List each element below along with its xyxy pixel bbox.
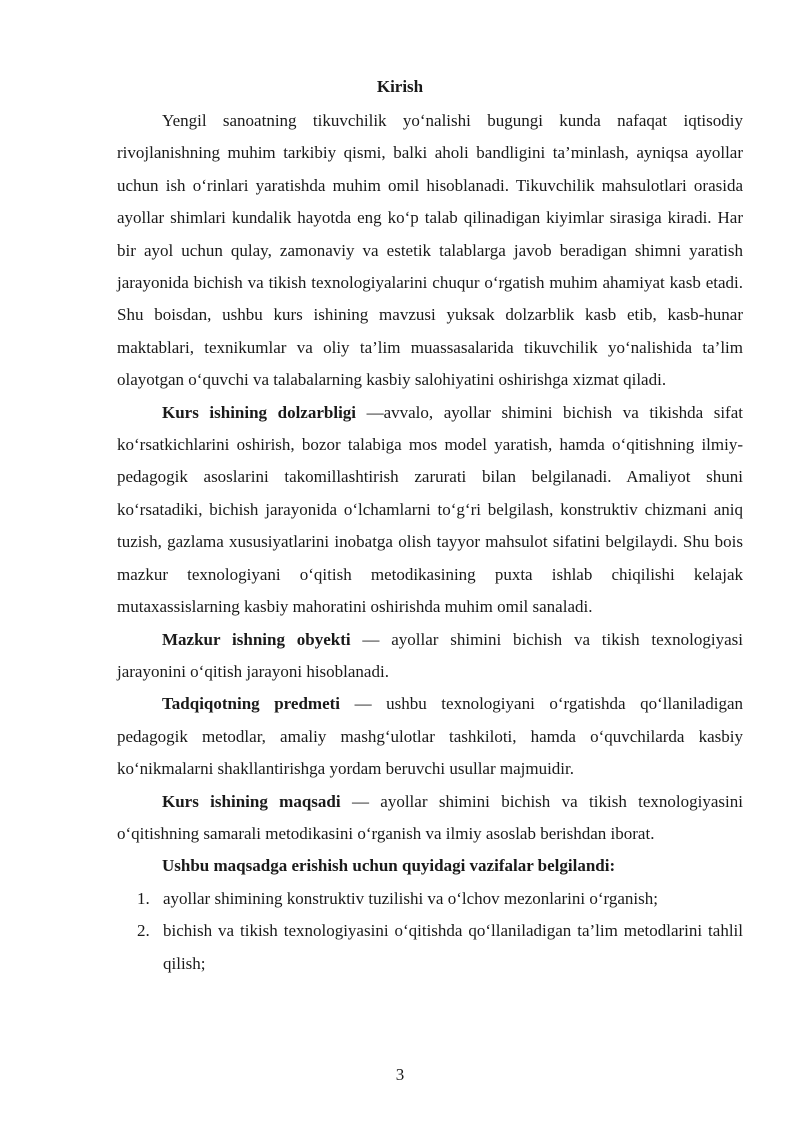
subject-paragraph — [117, 688, 743, 785]
relevance-text: —avvalo, ayollar shimini bichish va tikishda sifat ko‘rsatkichlarini oshirish, bozor talabiga mos model yaratish, hamda o‘qitishning ilmiy-pedagogik asoslarini takomillashtirish zarurati bilan belgilanadi. Amaliyot shuni ko‘rsatadiki, bichish jarayonida o‘lchamlarni to‘g‘ri belgilash, konstruktiv chizmani aniq tuzish, gazlama xususiyatlarini inobatga olish tayyor mahsulot sifatini belgilaydi. Shu bois mazkur texnologiyani o‘qitish metodikasining puxta ishlab chiqilishi kelajak mutaxassislarning kasbiy mahoratini oshirishda muhim omil sanaladi. — [117, 402, 743, 617]
list-item — [117, 883, 743, 915]
list-item-text: ayollar shimining konstruktiv tuzilishi va o‘lchov mezonlarini o‘rganish; — [163, 888, 658, 908]
object-text: — ayollar shimini bichish va tikish texnologiyasi jarayonini o‘qitish jarayoni hisoblanadi. — [117, 629, 743, 681]
page-number: 3 — [395, 1065, 405, 1084]
list-item-text: bichish va tikish texnologiyasini o‘qitishda qo‘llaniladigan ta’lim metodlarini tahlil qilish; — [163, 921, 743, 973]
goal-text: — ayollar shimini bichish va tikish texnologiyasini o‘qitishning samarali metodikasini o‘rganish va ilmiy asoslab berishdan iborat. — [117, 791, 743, 843]
list-item-number: 1. — [137, 888, 150, 908]
goal-label: Kurs ishining maqsadi — [162, 791, 341, 811]
intro-paragraph: Yengil sanoatning tikuvchilik yo‘nalishi bugungi kunda nafaqat iqtisodiy rivojlanishning muhim tarkibiy qismi, balki aholi bandligini ta’minlash, ayniqsa ayollar uchun ish o‘rinlari yaratishda muhim omil hisoblanadi. Tikuvchilik mahsulotlari orasida ayollar shimlari kundalik hayotda eng ko‘p talab qilinadigan kiyimlar sirasiga kiradi. Har bir ayol uchun qulay, zamonaviy va estetik talablarga javob beradigan shimni yaratish jarayonida bichish va tikish texnologiyalarini chuqur o‘rgatish muhim ahamiyat kasb etadi. Shu boisdan, ushbu kurs ishining mavzusi yuksak dolzarblik kasb etib, kasb-hunar maktablari, texnikumlar va oliy ta’lim muassasalarida tikuvchilik yo‘nalishida ta’lim olayotgan o‘quvchi va talabalarning kasbiy salohiyatini oshirishga xizmat qiladi. — [117, 111, 743, 390]
relevance-label: Kurs ishining dolzarbligi — [162, 402, 357, 422]
section-heading: Kirish — [376, 77, 424, 96]
relevance-paragraph — [117, 397, 743, 624]
body-text — [117, 105, 743, 980]
list-item — [117, 915, 743, 980]
subject-label: Tadqiqotning predmeti — [162, 694, 341, 714]
object-paragraph — [117, 624, 743, 689]
goal-paragraph — [117, 786, 743, 851]
tasks-heading: Ushbu maqsadga erishish uchun quyidagi vazifalar belgilandi: — [162, 856, 616, 876]
list-item-number: 2. — [137, 921, 150, 941]
subject-text: — ushbu texnologiyani o‘rgatishda qo‘llaniladigan pedagogik metodlar, amaliy mashg‘ulotlar tashkiloti, hamda o‘quvchilarda kasbiy ko‘nikmalarni shakllantirishga yordam beruvchi usullar majmuidir. — [117, 694, 743, 779]
tasks-list — [117, 883, 743, 980]
object-label: Mazkur ishning obyekti — [162, 629, 351, 649]
